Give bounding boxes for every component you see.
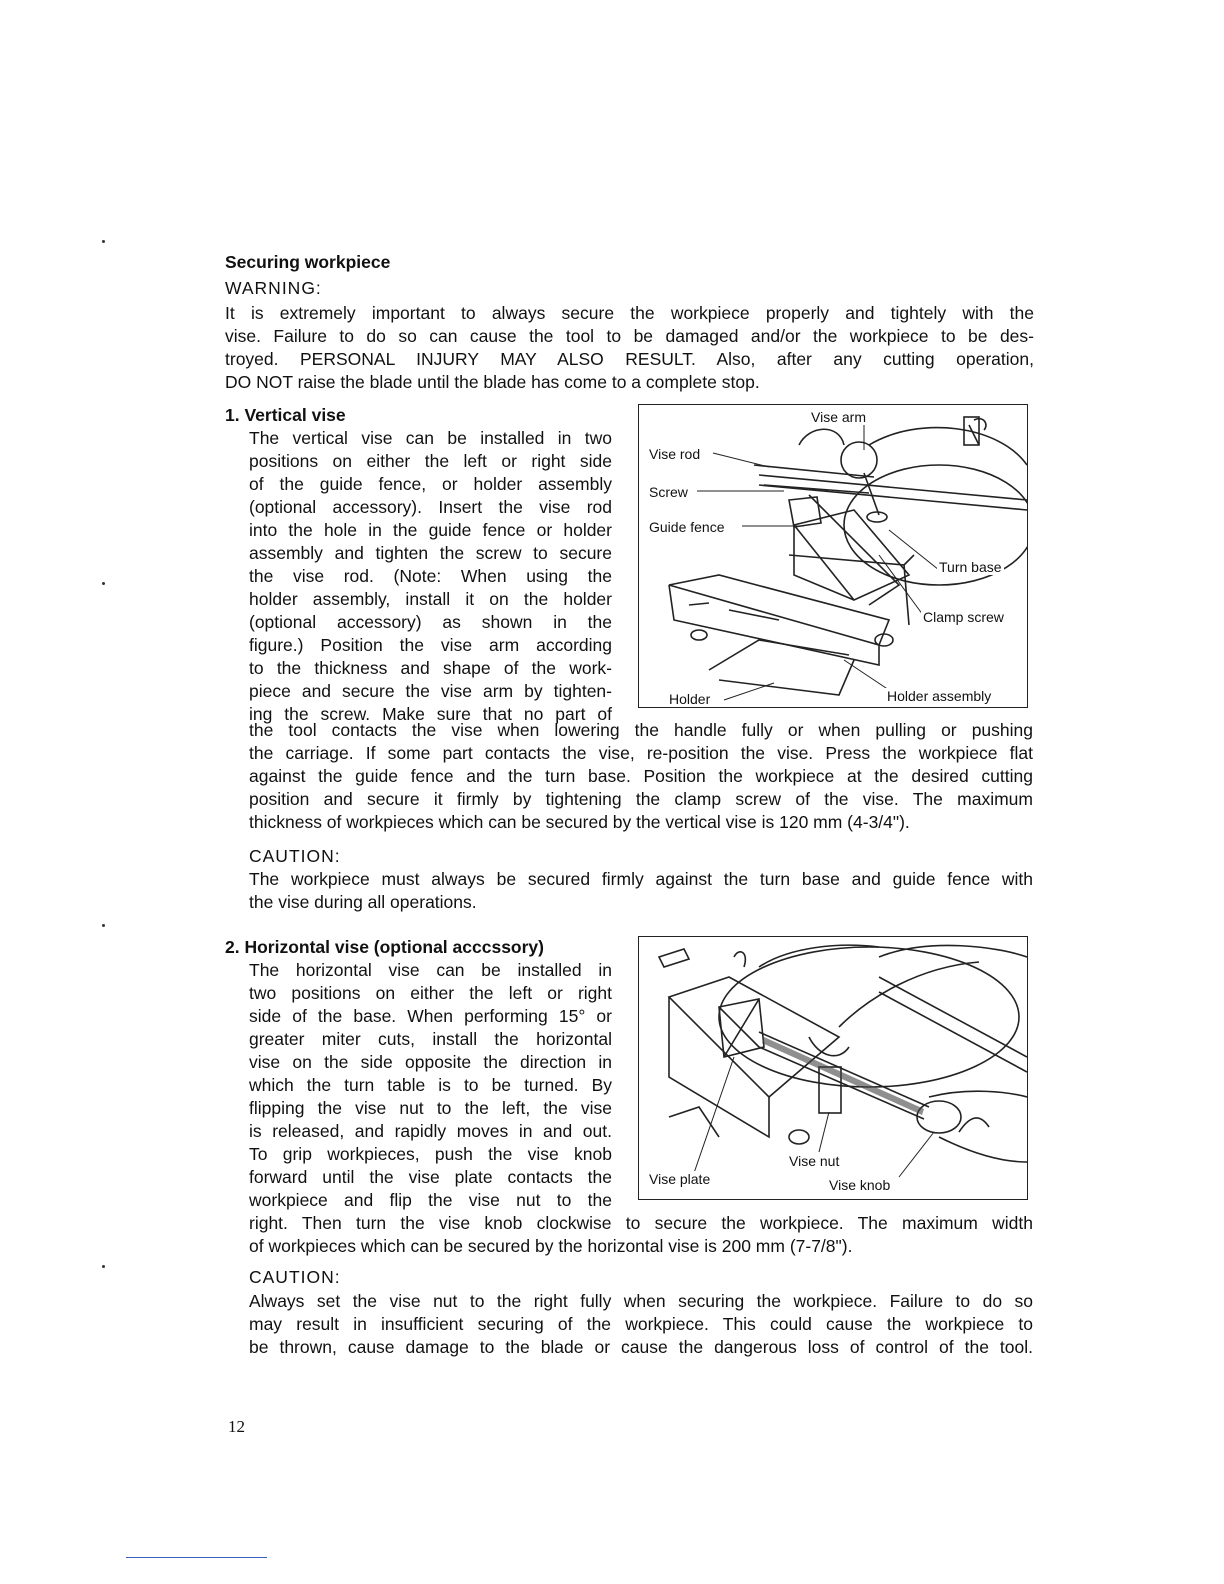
label-guide-fence: Guide fence	[649, 519, 725, 535]
label-screw: Screw	[649, 484, 688, 500]
warning-line: vise. Failure to do so can cause the tool to be damaged and/or the workpiece to be des-	[225, 326, 1034, 346]
warning-line: troyed. PERSONAL INJURY MAY ALSO RESULT. Also, after any cutting operation,	[225, 349, 1034, 369]
text-line: assembly and tighten the screw to secure	[249, 543, 612, 563]
text-line: the vise rod. (Note: When using the	[249, 566, 612, 586]
text-line: of the guide fence, or holder assembly	[249, 474, 612, 494]
caution-line: Always set the vise nut to the right fully when securing the workpiece. Failure to do so	[249, 1291, 1033, 1311]
text-line: workpiece and flip the vise nut to the	[249, 1190, 612, 1210]
text-line: the carriage. If some part contacts the vise, re-position the vise. Press the workpiece flat	[249, 743, 1033, 763]
horizontal-vise-heading: 2. Horizontal vise (optional acccssory)	[225, 937, 544, 957]
text-line: piece and secure the vise arm by tighten-	[249, 681, 612, 701]
caution-label: CAUTION:	[249, 1267, 341, 1287]
caution-line: The workpiece must always be secured firmly against the turn base and guide fence with	[249, 869, 1033, 889]
warning-line: DO NOT raise the blade until the blade has come to a complete stop.	[225, 372, 760, 392]
text-line: to the thickness and shape of the work-	[249, 658, 612, 678]
text-line: forward until the vise plate contacts the	[249, 1167, 612, 1187]
label-turn-base: Turn base	[939, 559, 1002, 575]
text-line: ing the screw. Make sure that no part of	[249, 704, 612, 724]
label-vise-knob: Vise knob	[829, 1177, 891, 1193]
text-line: into the hole in the guide fence or holder	[249, 520, 612, 540]
text-line: flipping the vise nut to the left, the vise	[249, 1098, 612, 1118]
label-holder-assembly: Holder assembly	[887, 688, 992, 704]
vertical-vise-figure	[638, 404, 1028, 708]
caution-label: CAUTION:	[249, 846, 341, 866]
label-vise-arm: Vise arm	[811, 409, 866, 425]
scan-speck	[102, 1265, 105, 1268]
text-line: figure.) Position the vise arm according	[249, 635, 612, 655]
label-vise-rod: Vise rod	[649, 446, 701, 462]
caution-line: the vise during all operations.	[249, 892, 477, 912]
scan-speck	[102, 924, 105, 927]
label-holder: Holder	[669, 691, 711, 707]
text-line: thickness of workpieces which can be secured by the vertical vise is 120 mm (4-3/4").	[249, 812, 910, 832]
label-clamp-screw: Clamp screw	[923, 609, 1004, 625]
text-line: two positions on either the left or right	[249, 983, 612, 1003]
caution-line: may result in insufficient securing of the workpiece. This could cause the workpiece to	[249, 1314, 1033, 1334]
text-line: greater miter cuts, install the horizontal	[249, 1029, 612, 1049]
label-vise-plate: Vise plate	[649, 1171, 711, 1187]
text-line: position and secure it firmly by tightening the clamp screw of the vise. The maximum	[249, 789, 1033, 809]
text-line: (optional accessory) as shown in the	[249, 612, 612, 632]
text-line: The horizontal vise can be installed in	[249, 960, 612, 980]
text-line: holder assembly, install it on the holder	[249, 589, 612, 609]
horizontal-vise-figure	[638, 936, 1028, 1200]
section-title: Securing workpiece	[225, 252, 391, 272]
footer-rule	[126, 1557, 267, 1558]
vertical-vise-heading: 1. Vertical vise	[225, 405, 346, 425]
text-line: the tool contacts the vise when lowering the handle fully or when pulling or pushing	[249, 720, 1033, 740]
label-vise-nut: Vise nut	[789, 1153, 840, 1169]
warning-line: It is extremely important to always secure the workpiece properly and tightely with the	[225, 303, 1034, 323]
text-line: vise on the side opposite the direction in	[249, 1052, 612, 1072]
text-line: positions on either the left or right side	[249, 451, 612, 471]
scan-speck	[102, 582, 105, 585]
text-line: To grip workpieces, push the vise knob	[249, 1144, 612, 1164]
scan-speck	[102, 240, 105, 243]
text-line: of workpieces which can be secured by the horizontal vise is 200 mm (7-7/8").	[249, 1236, 853, 1256]
text-line: side of the base. When performing 15° or	[249, 1006, 612, 1026]
warning-label: WARNING:	[225, 278, 322, 298]
page-number: 12	[228, 1417, 245, 1436]
caution-line: be thrown, cause damage to the blade or cause the dangerous loss of control of the tool.	[249, 1337, 1033, 1357]
text-line: against the guide fence and the turn base. Position the workpiece at the desired cutting	[249, 766, 1033, 786]
text-line: is released, and rapidly moves in and out.	[249, 1121, 612, 1141]
text-line: (optional accessory). Insert the vise rod	[249, 497, 612, 517]
text-line: which the turn table is to be turned. By	[249, 1075, 612, 1095]
text-line: right. Then turn the vise knob clockwise to secure the workpiece. The maximum width	[249, 1213, 1033, 1233]
text-line: The vertical vise can be installed in two	[249, 428, 612, 448]
